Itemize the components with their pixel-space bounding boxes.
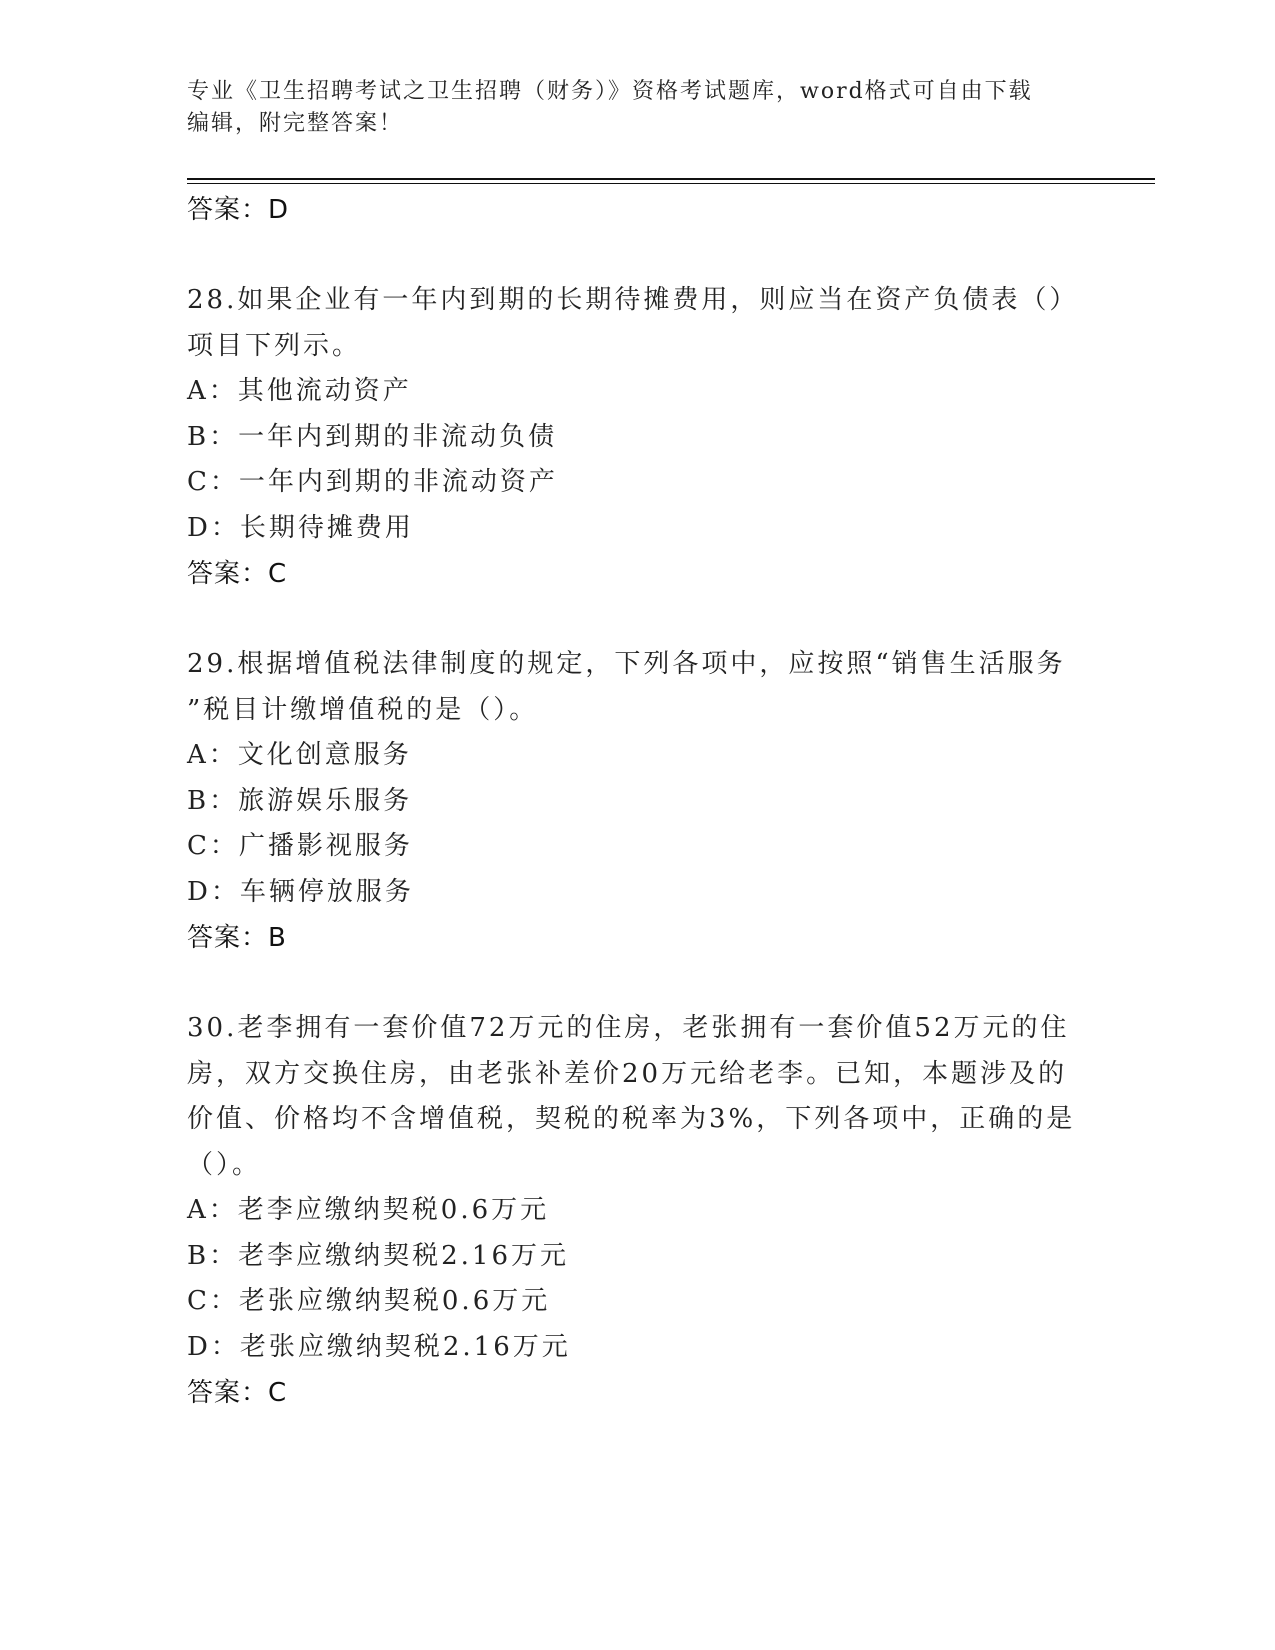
question-29 — [187, 642, 1087, 961]
question-30 — [187, 1006, 1087, 1416]
option-a: A：老李应缴纳契税0.6万元 — [187, 1195, 550, 1225]
document-header — [187, 76, 1087, 140]
answer: 答案：C — [187, 559, 288, 589]
spacer — [187, 233, 1087, 278]
question-28 — [187, 278, 1087, 597]
question-line: 29.根据增值税法律制度的规定，下列各项中，应按照“销售生活服务 — [187, 649, 1066, 679]
question-text — [187, 642, 1087, 733]
option-b: B：老李应缴纳契税2.16万元 — [187, 1240, 569, 1271]
option-b: B：一年内到期的非流动负债 — [187, 421, 558, 452]
question-line: （）。 — [187, 1149, 262, 1180]
question-text — [187, 278, 1087, 369]
question-line: 房，双方交换住房，由老张补差价20万元给老李。已知，本题涉及的 — [187, 1058, 1068, 1089]
question-list — [187, 187, 1087, 1416]
option-c: C：一年内到期的非流动资产 — [187, 467, 558, 497]
answer: 答案：C — [187, 1378, 288, 1408]
header-rule-thin — [187, 183, 1155, 184]
option-d: D：车辆停放服务 — [187, 876, 414, 907]
header-line-1: 专业《卫生招聘考试之卫生招聘（财务）》资格考试题库，word格式可自由下载 — [187, 79, 1033, 104]
spacer — [187, 597, 1087, 642]
option-b: B：旅游娱乐服务 — [187, 785, 413, 816]
option-d: D：老张应缴纳契税2.16万元 — [187, 1331, 571, 1362]
header-rule-thick — [187, 178, 1155, 180]
previous-answer: 答案：D — [187, 195, 290, 225]
option-a: A：文化创意服务 — [187, 740, 412, 770]
header-line-2: 编辑，附完整答案！ — [187, 111, 404, 136]
option-a: A：其他流动资产 — [187, 376, 412, 406]
option-c: C：广播影视服务 — [187, 831, 413, 861]
question-line: 30.老李拥有一套价值72万元的住房，老张拥有一套价值52万元的住 — [187, 1013, 1070, 1043]
answer: 答案：B — [187, 923, 287, 953]
question-line: ”税目计缴增值税的是（）。 — [187, 694, 539, 725]
question-text — [187, 1006, 1087, 1188]
question-line: 项目下列示。 — [187, 330, 362, 361]
question-line: 28.如果企业有一年内到期的长期待摊费用，则应当在资产负债表（） — [187, 285, 1079, 315]
option-c: C：老张应缴纳契税0.6万元 — [187, 1286, 551, 1316]
option-d: D：长期待摊费用 — [187, 512, 414, 543]
question-line: 价值、价格均不含增值税，契税的税率为3%，下列各项中，正确的是 — [187, 1104, 1076, 1134]
spacer — [187, 961, 1087, 1006]
